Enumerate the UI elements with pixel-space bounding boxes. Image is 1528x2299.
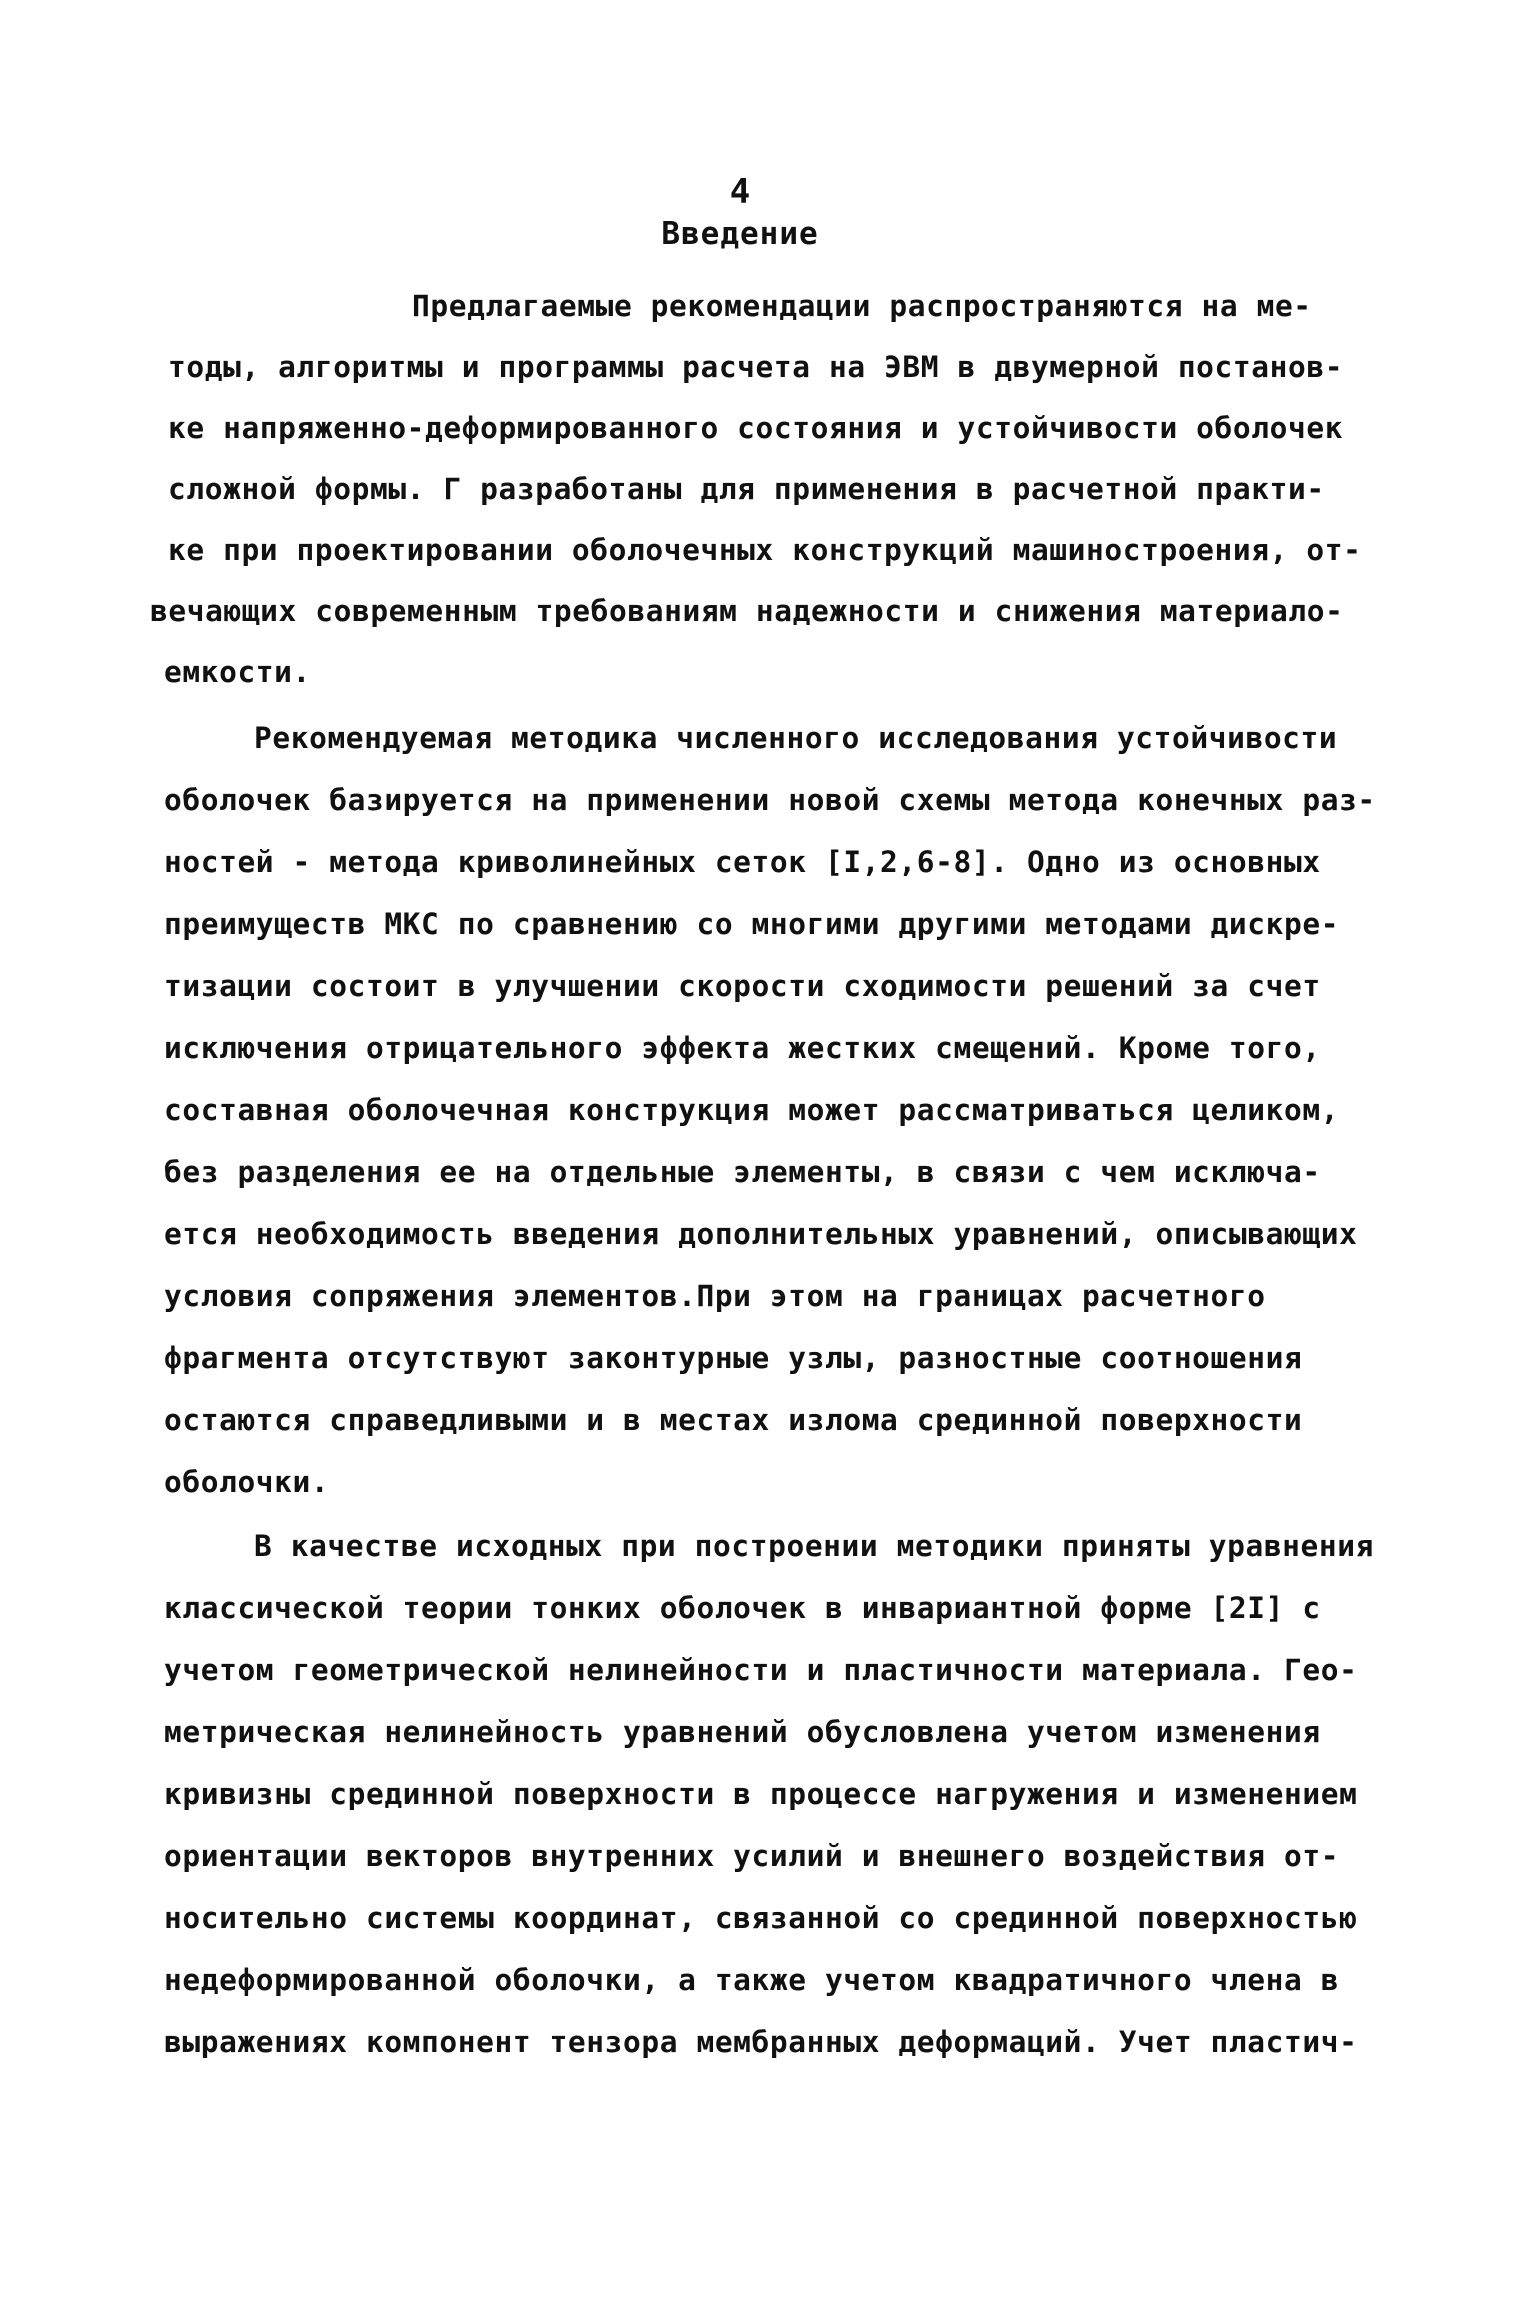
text-line: ностей - метода криволинейных сеток [I,2,6-8]. Одно из основных — [164, 845, 1321, 879]
text-line: Предлагаемые рекомендации распространяются на ме- — [412, 289, 1312, 323]
text-line: вечающих современным требованиям надежности и снижения материало- — [150, 594, 1344, 628]
text-line: составная оболочечная конструкция может рассматриваться целиком, — [164, 1093, 1340, 1127]
text-line: недеформированной оболочки, а также учетом квадратичного члена в — [164, 1963, 1340, 1997]
text-line: метрическая нелинейность уравнений обусловлена учетом изменения — [164, 1715, 1321, 1749]
text-line: ется необходимость введения дополнительных уравнений, описывающих — [164, 1217, 1358, 1251]
text-line: классической теории тонких оболочек в инвариантной форме [2I] с — [164, 1591, 1321, 1625]
text-line: условия сопряжения элементов.При этом на границах расчетного — [164, 1279, 1266, 1313]
text-line: остаются справедливыми и в местах излома срединной поверхности — [164, 1403, 1303, 1437]
text-line: ке напряженно-деформированного состояния и устойчивости оболочек — [168, 411, 1344, 445]
section-heading: Введение — [661, 216, 819, 252]
text-line: сложной формы. Г разработаны для применения в расчетной практи- — [168, 472, 1325, 506]
text-line: фрагмента отсутствуют законтурные узлы, разностные соотношения — [164, 1341, 1303, 1375]
text-line: носительно системы координат, связанной со срединной поверхностью — [164, 1901, 1358, 1935]
text-line: выражениях компонент тензора мембранных деформаций. Учет пластич- — [164, 2025, 1358, 2059]
text-line: тоды, алгоритмы и программы расчета на ЭВМ в двумерной постанов- — [168, 350, 1344, 384]
text-line: учетом геометрической нелинейности и пластичности материала. Гео- — [164, 1653, 1358, 1687]
text-line: преимуществ МКС по сравнению со многими другими методами дискре- — [164, 907, 1340, 941]
text-line: без разделения ее на отдельные элементы, в связи с чем исключа- — [164, 1155, 1321, 1189]
text-line: Рекомендуемая методика численного исследования устойчивости — [254, 721, 1338, 755]
text-line: емкости. — [164, 655, 311, 689]
text-line: оболочки. — [164, 1465, 330, 1499]
text-line: В качестве исходных при построении методики приняты уравнения — [254, 1529, 1374, 1563]
text-line: тизации состоит в улучшении скорости сходимости решений за счет — [164, 969, 1321, 1003]
text-line: исключения отрицательного эффекта жестких смещений. Кроме того, — [164, 1031, 1321, 1065]
text-line: оболочек базируется на применении новой схемы метода конечных раз- — [164, 783, 1376, 817]
text-line: ке при проектировании оболочечных конструкций машиностроения, от- — [168, 533, 1362, 567]
text-line: ориентации векторов внутренних усилий и внешнего воздействия от- — [164, 1839, 1340, 1873]
page-number: 4 — [729, 172, 751, 212]
text-line: кривизны срединной поверхности в процессе нагружения и изменением — [164, 1777, 1358, 1811]
